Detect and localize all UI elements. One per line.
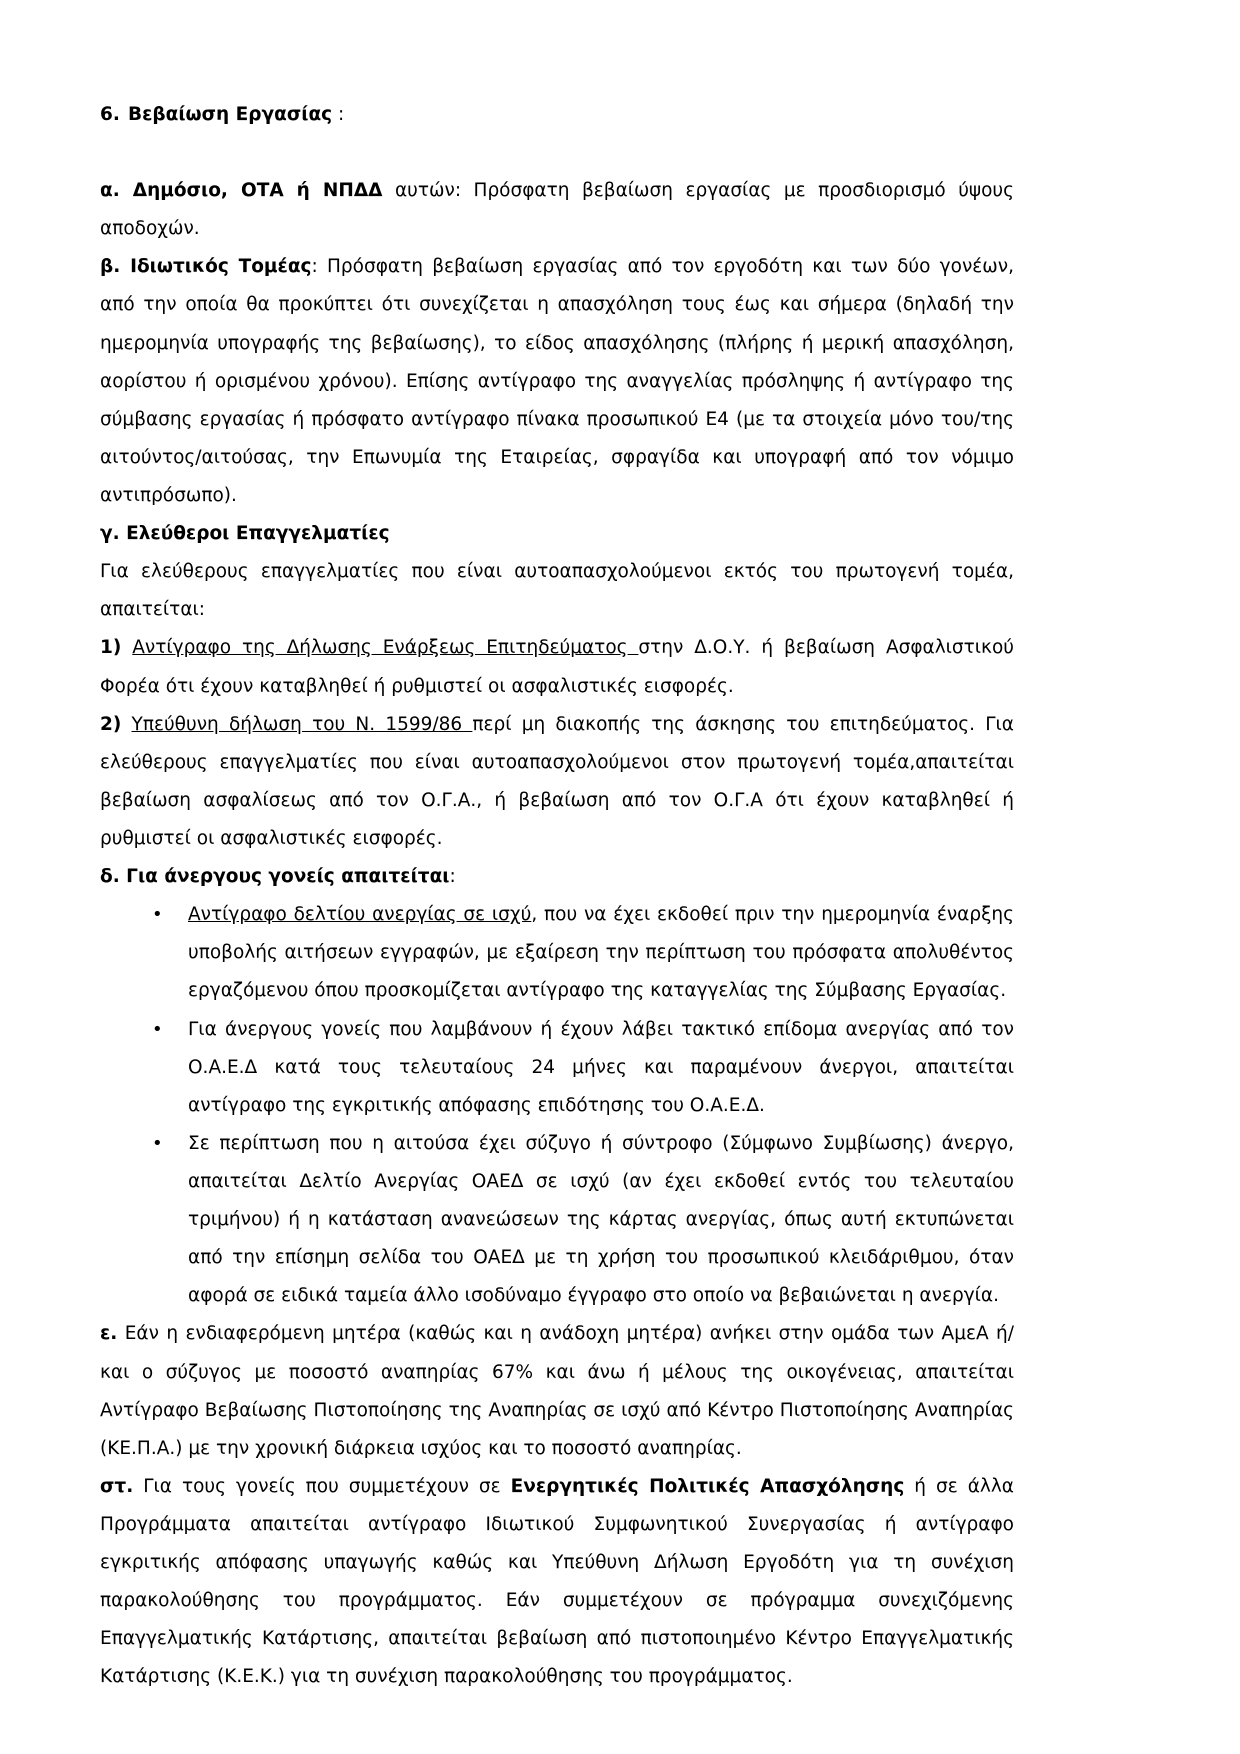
numbered-item-2-text: περί μη διακοπής της άσκησης του επιτηδεύματος. Για ελεύθερους επαγγελματίες που είναι αυτοαπασχολούμενοι στον πρωτογενή τομέα,απαιτείται βεβαίωση ασφαλίσεως από τον Ο.Γ.Α., ή βεβαίωση από τον Ο.Γ.Α ότι έχουν καταβληθεί ή ρυθμιστεί οι ασφαλιστικές εισφορές. [100,713,1014,849]
item-e-marker: ε. [100,1323,118,1345]
item-c-intro [100,553,1014,629]
section-heading [100,96,1014,134]
section-number: 6. [100,104,120,125]
numbered-item-2-underlined: Υπεύθυνη δήλωση του Ν. 1599/86 [131,713,473,735]
item-st-text-after: ή σε άλλα Προγράμματα απαιτείται αντίγραφο Ιδιωτικού Συμφωνητικού Συνεργασίας ή αντίγραφο εγκριτικής απόφασης υπαγωγής καθώς και Υπεύθυνη Δήλωση Εργοδότη για τη συνέχιση παρακολούθησης του προγράμματος. Εάν συμμετέχουν σε πρόγραμμα συνεχιζόμενης Επαγγελματικής Κατάρτισης, απαιτείται βεβαίωση από πιστοποιημένο Κέντρο Επαγγελματικής Κατάρτισης (Κ.Ε.Κ.) για τη συνέχιση παρακολούθησης του προγράμματος. [100,1475,1014,1688]
bullet-1-underlined: Αντίγραφο δελτίου ανεργίας σε ισχύ [188,904,532,926]
paragraph-item-st [100,1468,1014,1697]
bullet-dot-icon: • [152,1132,163,1154]
item-d-heading-text: δ. Για άνεργους γονείς απαιτείται [100,866,450,888]
section-title-suffix: : [332,104,345,125]
item-st-text-before: Για τους γονείς που συμμετέχουν σε [133,1475,511,1497]
bullet-dot-icon: • [152,904,163,926]
item-e-text: Εάν η ενδιαφερόμενη μητέρα (καθώς και η ανάδοχη μητέρα) ανήκει στην ομάδα των ΑμεΑ ή/και ο σύζυγος με ποσοστό αναπηρίας 67% και άνω ή μέλους της οικογένειας, απαιτείται Αντίγραφο Βεβαίωσης Πιστοποίησης της Αναπηρίας σε ισχύ από Κέντρο Πιστοποίησης Αναπηρίας (ΚΕ.Π.Α.) με την χρονική διάρκεια ισχύος και το ποσοστό αναπηρίας. [100,1323,1014,1459]
item-st-bold-inline: Ενεργητικές Πολιτικές Απασχόλησης [510,1475,905,1497]
item-a-label: α. Δημόσιο, ΟΤΑ ή ΝΠΔΔ [100,180,383,202]
item-a-text: αυτών: Πρόσφατη βεβαίωση εργασίας με προσδιορισμό ύψους αποδοχών. [100,180,1014,240]
item-b-label-prefix: β [100,256,114,278]
heading-spacer [100,134,1014,172]
item-st-marker: στ. [100,1475,134,1497]
item-c-heading-text: γ. Ελεύθεροι Επαγγελματίες [100,523,390,545]
item-b-label-rest: . Ιδιωτικός Τομέας [113,256,312,278]
numbered-item-1 [100,629,1014,705]
numbered-item-1-underlined: Αντίγραφο της Δήλωσης Ενάρξεως Επιτηδεύματος [132,637,639,659]
paragraph-item-a [100,172,1014,248]
numbered-item-2 [100,706,1014,858]
unemployed-parents-bullet-list [100,896,1014,1315]
document-body [100,96,1014,1696]
item-d-heading-suffix: : [449,866,456,888]
item-c-intro-text: Για ελεύθερους επαγγελματίες που είναι αυτοαπασχολούμενοι εκτός του πρωτογενή τομέα, απαιτείται: [100,561,1014,621]
item-d-heading [100,858,1014,896]
bullet-3-text: Σε περίπτωση που η αιτούσα έχει σύζυγο ή σύντροφο (Σύμφωνο Συμβίωσης) άνεργο, απαιτείται Δελτίο Ανεργίας ΟΑΕΔ σε ισχύ (αν έχει εκδοθεί εντός του τελευταίου τριμήνου) ή η κατάσταση ανανεώσεων της κάρτας ανεργίας, όπως αυτή εκτυπώνεται από την επίσημη σελίδα του ΟΑΕΔ με τη χρήση του προσωπικού κλειδάριθμου, όταν αφορά σε ειδικά ταμεία άλλο ισοδύναμο έγγραφο στο οποίο να βεβαιώνεται η ανεργία. [188,1132,1014,1307]
numbered-item-1-marker: 1) [100,637,122,659]
bullet-dot-icon: • [152,1018,163,1040]
numbered-item-1-text: στην Δ.Ο.Υ. ή βεβαίωση Ασφαλιστικού Φορέα ότι έχουν καταβληθεί ή ρυθμιστεί οι ασφαλιστικές εισφορές. [100,637,1014,697]
paragraph-item-b [100,248,1014,515]
item-c-heading [100,515,1014,553]
list-item [100,1011,1014,1125]
numbered-item-2-marker: 2) [100,713,122,735]
item-b-text: : Πρόσφατη βεβαίωση εργασίας από τον εργοδότη και των δύο γονέων, από την οποία θα προκύπτει ότι συνεχίζεται η απασχόληση τους έως και σήμερα (δηλαδή την ημερομηνία υπογραφής της βεβαίωσης), το είδος απασχόλησης (πλήρης ή μερική απασχόληση, αορίστου ή ορισμένου χρόνου). Επίσης αντίγραφο της αναγγελίας πρόσληψης ή αντίγραφο της σύμβασης εργασίας ή πρόσφατο αντίγραφο πίνακα προσωπικού Ε4 (με τα στοιχεία μόνο του/της αιτούντος/αιτούσας, την Επωνυμία της Εταιρείας, σφραγίδα και υπογραφή από τον νόμιμο αντιπρόσωπο). [100,256,1014,506]
section-title: Βεβαίωση Εργασίας [128,104,333,125]
list-item [100,1125,1014,1316]
list-item [100,896,1014,1010]
bullet-1-text: , που να έχει εκδοθεί πριν την ημερομηνία έναρξης υποβολής αιτήσεων εγγραφών, με εξαίρεση την περίπτωση του πρόσφατα απολυθέντος εργαζόμενου όπου προσκομίζεται αντίγραφο της καταγγελίας της Σύμβασης Εργασίας. [188,904,1014,1002]
bullet-2-text: Για άνεργους γονείς που λαμβάνουν ή έχουν λάβει τακτικό επίδομα ανεργίας από τον Ο.Α.Ε.Δ κατά τους τελευταίους 24 μήνες και παραμένουν άνεργοι, απαιτείται αντίγραφο της εγκριτικής απόφασης επιδότησης του Ο.Α.Ε.Δ. [188,1018,1014,1116]
paragraph-item-e [100,1315,1014,1467]
